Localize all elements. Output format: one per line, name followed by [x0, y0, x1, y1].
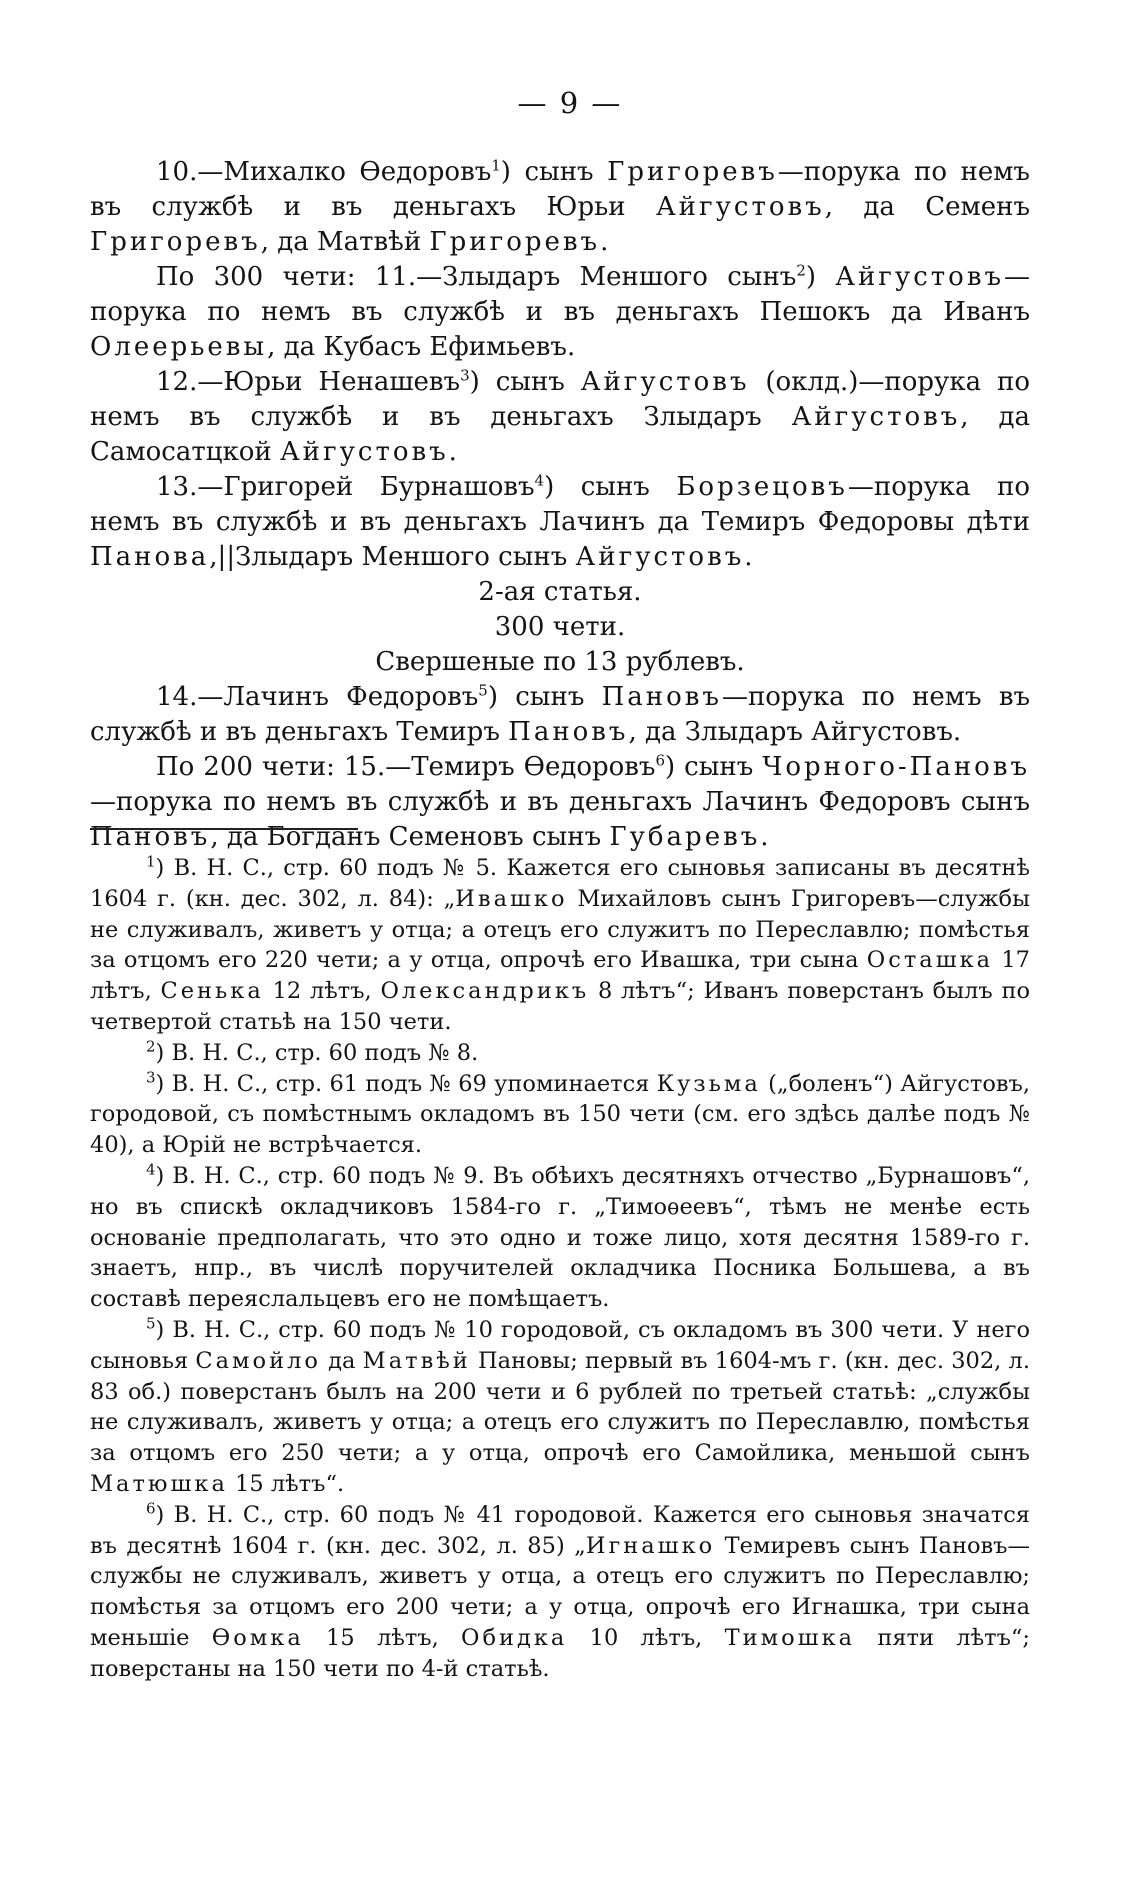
text: —порука по немъ въ службѣ и въ деньгахъ Лачинъ да Темиръ Федоровы дѣти: [90, 472, 1030, 537]
text: По 200 чети: 15.—Темиръ Өедоровъ: [156, 752, 656, 782]
footnote-1: [90, 853, 1030, 1038]
entry-10: [90, 155, 1030, 260]
text: , да Богданъ Семеновъ сынъ: [210, 822, 610, 852]
text: ) сынъ: [665, 752, 763, 782]
text: ) сынъ: [500, 157, 608, 187]
main-text: [90, 155, 1030, 855]
footnote-divider: [90, 828, 358, 830]
entry-13: [90, 470, 1030, 575]
entry-11: [90, 260, 1030, 365]
footnotes: [90, 853, 1030, 1685]
spaced-name: Самойло: [195, 1347, 321, 1374]
spaced-name: Ивашко: [455, 885, 568, 912]
entry-12: [90, 365, 1030, 470]
text: (оклд.)—порука по немъ въ службѣ и въ деньгахъ Злыдаръ: [90, 367, 1030, 432]
spaced-name: Айгустовъ: [655, 192, 825, 222]
text: .: [448, 437, 457, 467]
footnote-6: [90, 1500, 1030, 1685]
footnote-number: 3: [146, 1068, 156, 1087]
text: ) сынъ: [487, 682, 602, 712]
text: („боленъ“) Айгустовъ, городовой, съ помѣстнымъ окладомъ въ 150 чети (см. его здѣсь далѣе подъ № 40), а Юрій не встрѣчается.: [90, 1070, 1030, 1159]
footnote-number: 4: [146, 1160, 156, 1179]
footnote-ref: 3: [460, 366, 470, 385]
spaced-name: Олеерьевы: [90, 332, 268, 362]
text: 10.—Михалко Өедоровъ: [156, 157, 492, 187]
footnote-3: [90, 1069, 1030, 1161]
spaced-name: Айгустовъ: [835, 262, 1004, 292]
footnote-ref: 5: [478, 681, 488, 700]
text: Пановы; первый въ 1604-мъ г. (кн. дес. 302, л. 83 об.) поверстанъ былъ на 200 чети и 6 рублей по третьей статьѣ: „службы не служивалъ, живетъ у отца; а отецъ его служитъ по Переславлю, помѣстья за отцомъ его 250 чети; а у отца, опрочѣ его Самойлика, меньшой сынъ: [90, 1347, 1030, 1467]
spaced-name: Айгустовъ: [791, 402, 961, 432]
text: , да Злыдаръ Айгустовъ.: [628, 717, 962, 747]
footnote-number: 1: [146, 852, 156, 871]
text: ) В. Н. С., стр. 60 подъ № 8.: [155, 1039, 479, 1066]
section-subheading: 300 чети.: [494, 612, 626, 642]
footnote-4: [90, 1161, 1030, 1315]
text: .: [600, 227, 609, 257]
spaced-name: Өомка: [211, 1624, 304, 1651]
section-subheading: Свершеные по 13 рублевъ.: [375, 647, 745, 677]
spaced-name: Пановъ: [508, 717, 629, 747]
text: 15 лѣтъ,: [303, 1624, 462, 1651]
text: ) В. Н. С., стр. 60 подъ № 5. Кажется его сыновья записаны въ десятнѣ 1604 г. (кн. дес. 302, л. 84): „: [90, 855, 1030, 912]
footnote-ref: 1: [491, 156, 501, 175]
spaced-name: Григоревъ: [607, 157, 778, 187]
text: —порука по немъ въ службѣ и въ деньгахъ Темиръ: [90, 682, 1030, 747]
text: .: [760, 822, 769, 852]
text: ) В. Н. С., стр. 60 подъ № 9. Въ обѣихъ десятняхъ отчество „Бурнашовъ“, но въ спискѣ окладчиковъ 1584-го г. „Тимоѳеевъ“, тѣмъ не менѣе есть основаніе предполагать, что это одно и тоже лицо, хотя десятня 1589-го г. знаетъ, нпр., въ числѣ поручителей окладчика Посника Большева, а въ составѣ переяслальцевъ его не помѣщаетъ.: [90, 1162, 1030, 1313]
spaced-name: Айгустовъ: [575, 542, 745, 572]
spaced-name: Айгустовъ: [580, 367, 750, 397]
text: 14.—Лачинъ Федоровъ: [156, 682, 479, 712]
text: 12 лѣтъ,: [263, 978, 381, 1005]
spaced-name: Олександрикъ: [380, 978, 590, 1005]
text: —порука по немъ въ службѣ и въ деньгахъ Пешокъ да Иванъ: [90, 262, 1030, 327]
text: ) В. Н. С., стр. 60 подъ № 41 городовой. Кажется его сыновья значатся въ десятнѣ 1604 г. (кн. дес. 302, л. 85) „: [90, 1501, 1030, 1559]
spaced-name: Пановъ: [90, 822, 211, 852]
spaced-name: Панова: [90, 542, 210, 572]
spaced-name: Матюшка: [90, 1470, 228, 1497]
text: 8 лѣтъ“; Иванъ поверстанъ былъ по четвертой статьѣ на 150 чети.: [90, 978, 1030, 1035]
spaced-name: Борзецовъ: [676, 472, 848, 502]
text: 15 лѣтъ“.: [227, 1470, 345, 1497]
text: пяти лѣтъ“; поверстаны на 150 чети по 4-й статьѣ.: [90, 1624, 1030, 1682]
text: 12.—Юрьи Ненашевъ: [156, 367, 461, 397]
text: 17 лѣтъ,: [90, 947, 1030, 1005]
text: Темиревъ сынъ Пановъ—службы не служивалъ, живетъ у отца, а отецъ его служитъ по Переславлю; помѣстья за отцомъ его 200 чети; а у отца, опрочѣ его Игнашка, три сына меньшіе: [90, 1532, 1030, 1651]
footnote-ref: 4: [534, 471, 545, 490]
footnote-number: 6: [146, 1499, 156, 1518]
footnote-ref: 2: [796, 261, 806, 280]
footnote-number: 5: [146, 1314, 156, 1333]
spaced-name: Айгустовъ: [279, 437, 449, 467]
spaced-name: Губаревъ: [609, 822, 761, 852]
spaced-name: Чорного-Пановъ: [762, 752, 1030, 782]
text: ) сынъ: [544, 472, 677, 502]
spaced-name: Григоревъ: [429, 227, 601, 257]
text: , да Кубасъ Ефимьевъ.: [267, 332, 576, 362]
spaced-name: Тимошка: [724, 1624, 856, 1651]
text: , да Семенъ: [824, 192, 1030, 222]
section-heading: 2-ая статья.: [478, 577, 642, 607]
footnote-2: [90, 1038, 1030, 1069]
text: , да Матвѣй: [260, 227, 430, 257]
text: .: [744, 542, 753, 572]
text: Михайловъ сынъ Григоревъ—службы не служивалъ, живетъ у отца; а отецъ его служитъ по Переславлю; помѣстья за отцомъ его 220 чети; а у отца, опрочѣ его Ивашка, три сына: [90, 885, 1030, 974]
text: ): [805, 262, 836, 292]
text: ,||Злыдаръ Меншого сынъ: [209, 542, 576, 572]
entry-15: [90, 750, 1030, 855]
spaced-name: Игнашко: [585, 1532, 716, 1559]
text: ) В. Н. С., стр. 61 подъ № 69 упоминается: [155, 1070, 657, 1097]
text: 10 лѣтъ,: [567, 1624, 725, 1651]
footnote-number: 2: [146, 1037, 156, 1056]
spaced-name: Кузьма: [656, 1070, 761, 1097]
text: —порука по немъ въ службѣ и въ деньгахъ Лачинъ Федоровъ сынъ: [90, 787, 1030, 817]
text: да: [320, 1347, 363, 1374]
text: ) В. Н. С., стр. 60 подъ № 10 городовой, съ окладомъ въ 300 чети. У него сыновья: [90, 1316, 1030, 1374]
spaced-name: Матвѣй: [362, 1347, 471, 1374]
spaced-name: Обидка: [461, 1624, 568, 1651]
spaced-name: Пановъ: [601, 682, 722, 712]
footnote-ref: 6: [655, 751, 666, 770]
spaced-name: Осташка: [866, 947, 994, 974]
text: —порука по немъ въ службѣ и въ деньгахъ Юрьи: [90, 157, 1030, 222]
page-number: — 9 —: [517, 86, 623, 120]
spaced-name: Сенька: [160, 978, 264, 1005]
spaced-name: Григоревъ: [90, 227, 261, 257]
text: По 300 чети: 11.—Злыдаръ Меншого сынъ: [156, 262, 797, 292]
text: , да Самосатцкой: [90, 402, 1030, 467]
text: 13.—Григорей Бурнашовъ: [156, 472, 535, 502]
footnote-5: [90, 1315, 1030, 1500]
entry-14: [90, 680, 1030, 750]
text: ) сынъ: [469, 367, 581, 397]
